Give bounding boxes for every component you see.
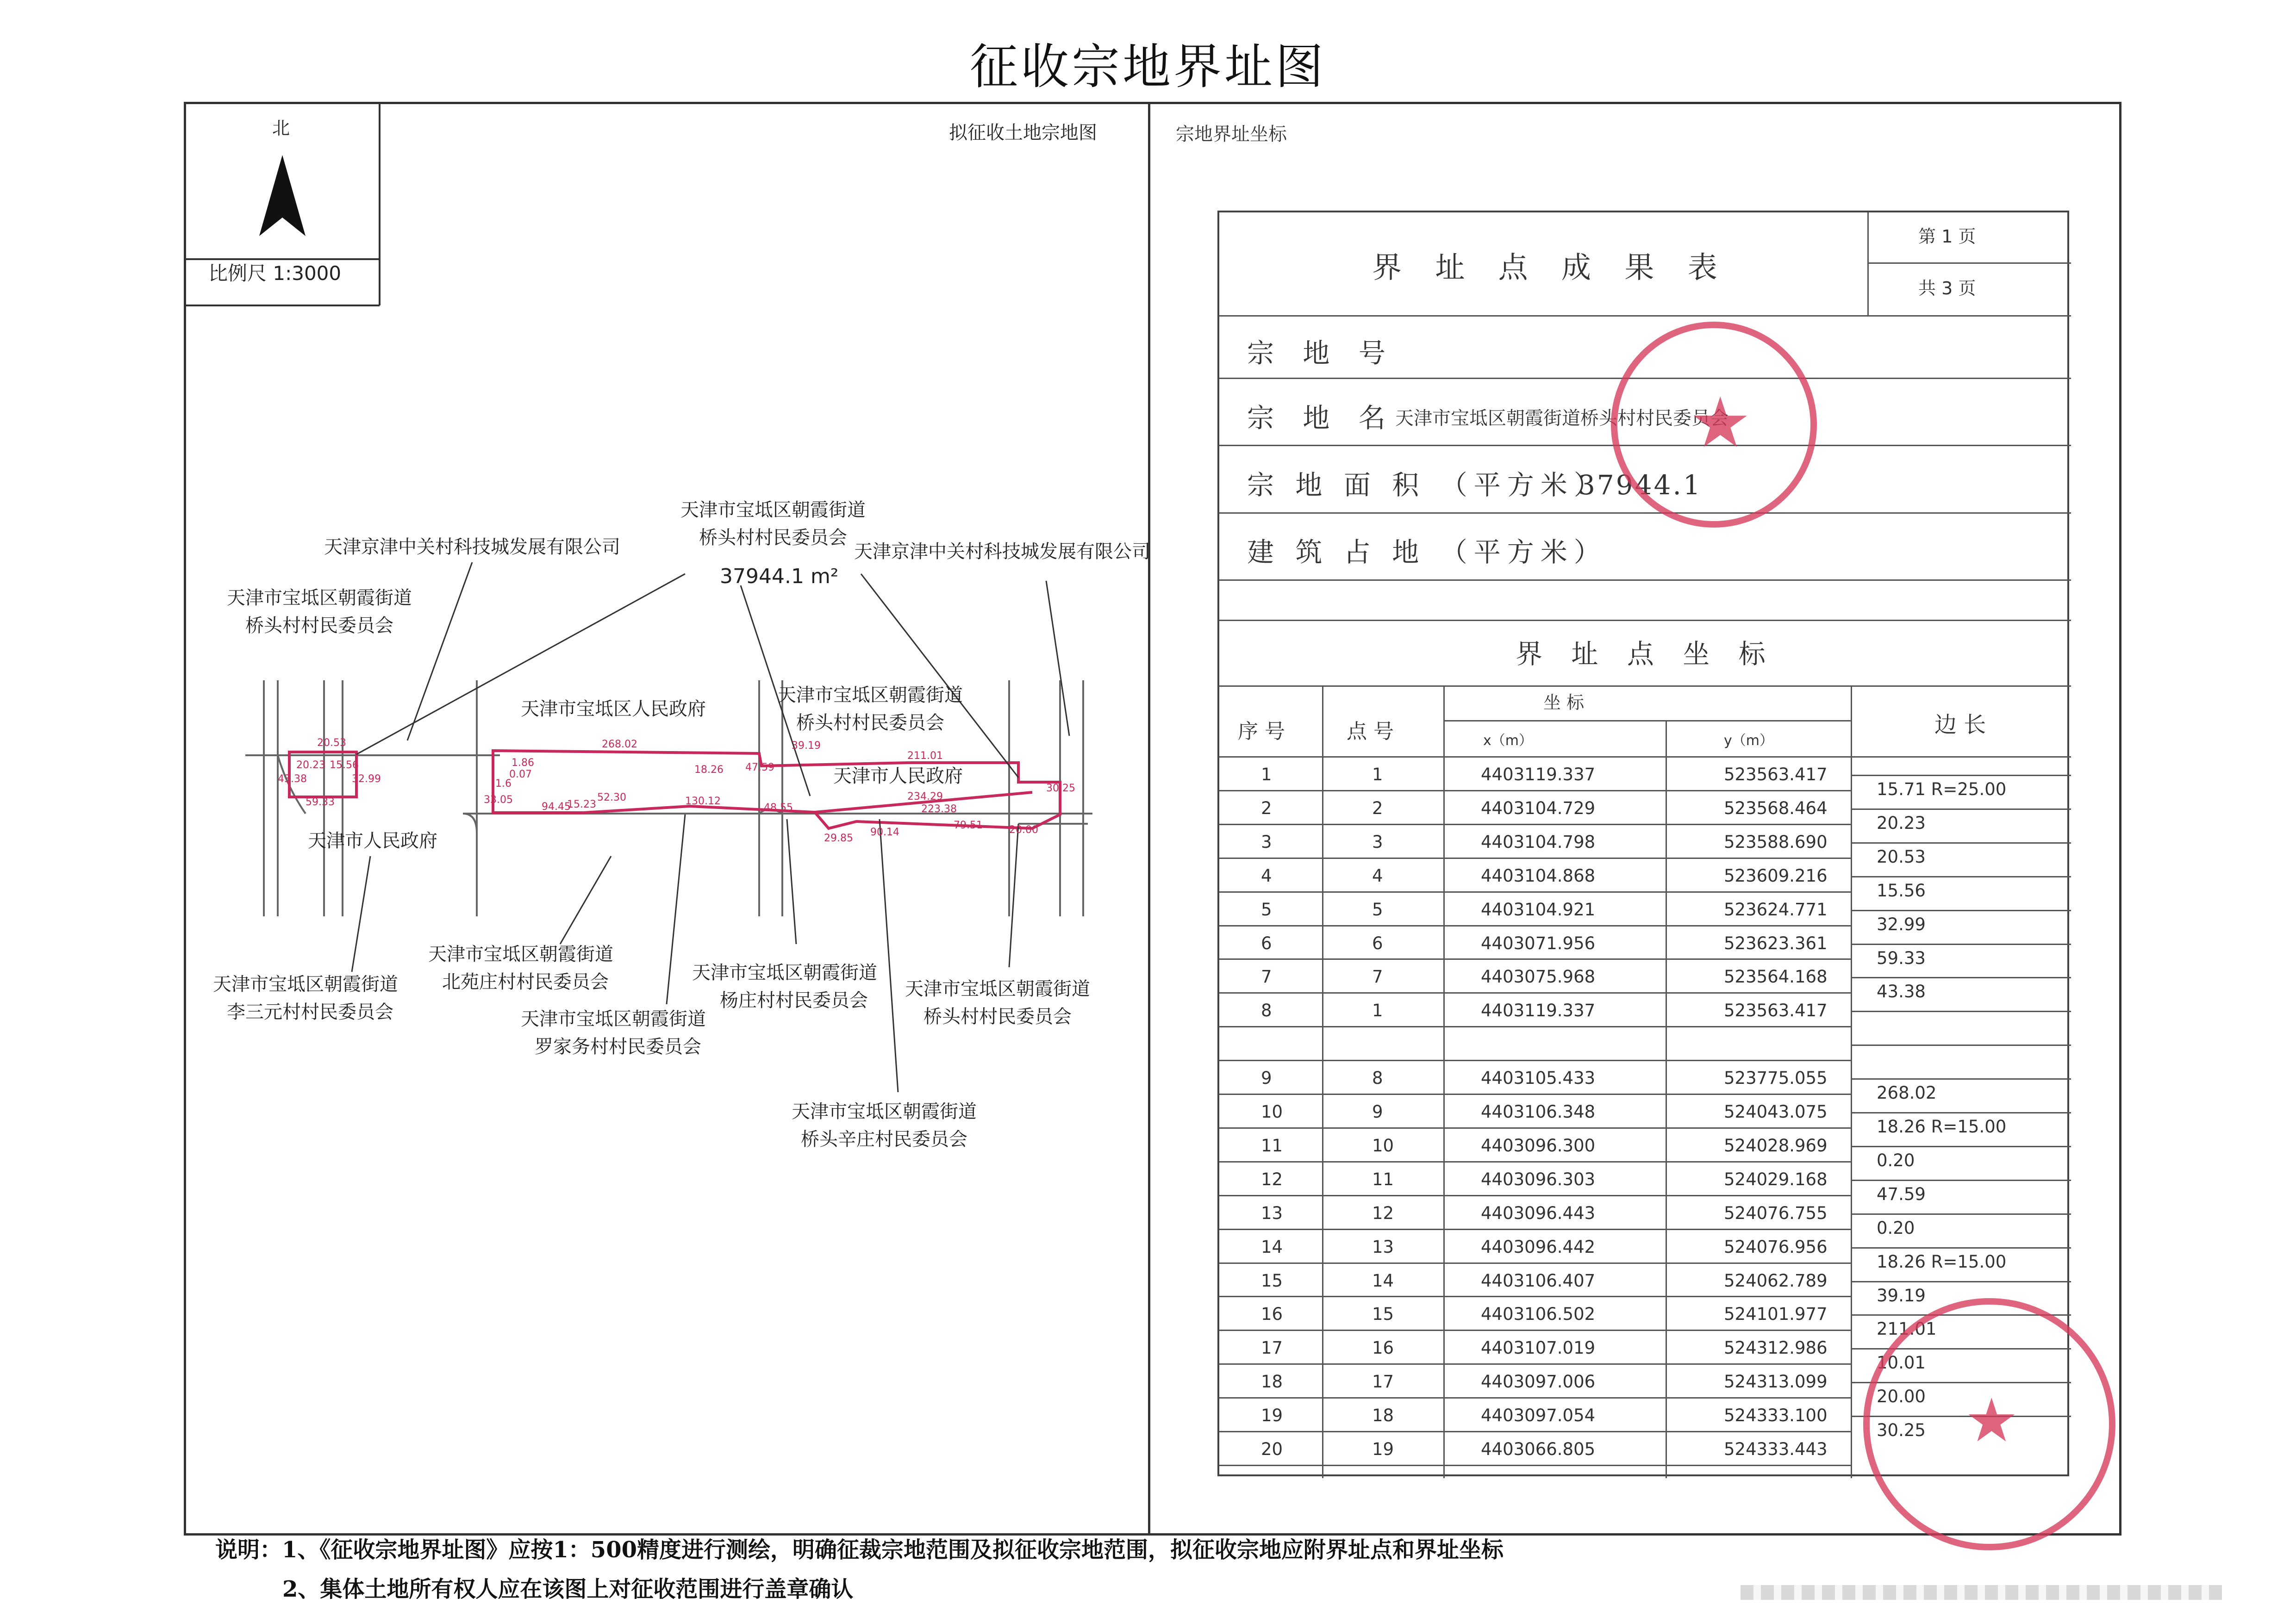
edge-length: 30.25 [1877,1420,1926,1441]
row-divider [1219,925,1851,927]
table-cell-seq: 9 [1261,1068,1272,1088]
edge-length: 10.01 [1877,1353,1926,1373]
edge-divider [1851,808,2071,810]
dim-label: 223.38 [921,803,957,815]
dim-label: 0.07 [509,769,532,780]
table-cell-pt: 4 [1372,865,1383,886]
row-divider [1219,1026,1851,1027]
col-seq: 序 号 [1238,720,1285,743]
parcel-boundaries [289,751,1060,828]
label-beiyuan: 北苑庄村村民委员会 [442,971,609,993]
row-divider [1219,958,1851,960]
table-cell-pt: 3 [1372,832,1383,852]
table-cell-pt: 1 [1372,1001,1383,1021]
dim-label: 39.19 [792,740,821,752]
row-divider [1219,1397,1851,1399]
edge-divider [1851,910,2071,911]
table-cell-seq: 1 [1261,765,1272,784]
dim-label: 30.25 [1046,783,1075,794]
edge-divider [1851,1045,2071,1046]
table-cell-y: 524062.789 [1724,1270,1828,1291]
area-label: 宗 地 面 积 （平方米） [1247,469,1607,501]
dim-label: 52.30 [597,792,626,803]
table-cell-x: 4403106.407 [1481,1270,1596,1291]
parcel-name-label: 宗 地 名 [1247,402,1396,434]
edge-divider [1851,1180,2071,1181]
table-cell-x: 4403104.729 [1481,798,1596,818]
table-cell-pt: 12 [1372,1203,1394,1223]
table-cell-seq: 11 [1261,1135,1283,1156]
north-arrow-icon [259,155,282,236]
table-cell-y: 524101.977 [1724,1304,1828,1325]
table-cell-pt: 17 [1372,1372,1394,1392]
table-cell-y: 523563.417 [1724,1001,1828,1021]
row-divider [1219,1262,1851,1264]
edge-length: 0.20 [1877,1218,1915,1238]
edge-length: 47.59 [1877,1184,1926,1204]
edge-length: 20.23 [1877,813,1926,833]
building-label: 建 筑 占 地 （平方米） [1247,536,1607,568]
dim-label: 33.05 [484,794,513,806]
edge-length: 18.26 R=15.00 [1877,1251,2007,1272]
label-zhongguancun-left: 天津京津中关村科技城发展有限公司 [324,536,620,558]
row-divider [1219,1363,1851,1365]
label-qiaotou-top: 天津市宝坻区朝霞街道 [680,499,866,521]
table-cell-y: 523775.055 [1724,1068,1828,1088]
table-cell-seq: 7 [1261,967,1272,987]
dim-label: 29.85 [824,833,853,844]
row-divider [1219,1060,1851,1061]
label-qiaotou-mid: 天津市宝坻区朝霞街道 [778,684,963,706]
table-cell-y: 524028.969 [1724,1135,1828,1156]
map-labels [208,118,1150,1150]
label-qiaotou-br: 桥头村村民委员会 [923,1006,1072,1027]
label-gov-left: 天津市人民政府 [308,830,437,852]
dim-label: 18.26 [694,764,724,776]
edge-divider [1851,1281,2071,1282]
table-cell-x: 4403096.303 [1481,1169,1596,1189]
note-2: 2、集体土地所有权人应在该图上对征收范围进行盖章确认 [282,1576,854,1602]
edge-divider [1851,1011,2071,1012]
table-cell-x: 4403096.300 [1481,1135,1596,1156]
dim-label: 48.55 [764,802,793,814]
parcel-no-label: 宗 地 号 [1247,337,1396,369]
map-header: 拟征收土地宗地图 [949,122,1097,143]
dim-label: 20.23 [296,759,325,771]
dim-label: 268.02 [602,739,637,750]
label-yangzhuang: 天津市宝坻区朝霞街道 [692,962,877,983]
table-cell-x: 4403107.019 [1481,1338,1596,1358]
note-1: 说明：1、《征收宗地界址图》应按1：500精度进行测绘，明确征裁宗地范围及拟征收宗地范围，拟征收宗地应附界址点和界址坐标 [215,1537,1504,1563]
table-cell-seq: 6 [1261,933,1272,953]
col-coord: 坐 标 [1543,692,1585,713]
scan-artifact [1741,1585,2222,1600]
dim-label: 79.51 [954,820,983,831]
edge-length: 59.33 [1877,948,1926,968]
col-pt: 点 号 [1347,720,1394,743]
table-cell-y: 524333.100 [1724,1405,1828,1426]
table-cell-x: 4403104.868 [1481,865,1596,886]
dim-label: 32.99 [352,773,381,785]
dim-label: 43.38 [278,773,307,785]
edge-length: 43.38 [1877,982,1926,1002]
table-cell-x: 4403104.921 [1481,899,1596,920]
dim-label: 15.23 [567,799,596,810]
table-cell-pt: 5 [1372,899,1383,920]
edge-length: 268.02 [1877,1083,1937,1103]
table-title: 界 址 点 成 果 表 [1372,251,1729,285]
row-divider [1219,1465,1851,1466]
table-cell-y: 523563.417 [1724,765,1828,784]
edge-divider [1851,977,2071,978]
right-header: 宗地界址坐标 [1176,124,1287,145]
label-gov-top: 天津市宝坻区人民政府 [521,698,706,720]
page-total: 共 3 页 [1918,278,1976,298]
table-cell-x: 4403097.054 [1481,1405,1596,1426]
table-cell-x: 4403075.968 [1481,967,1596,987]
label-luojiawu: 罗家务村村民委员会 [535,1036,701,1057]
dim-label: 1.6 [495,778,512,790]
edge-divider [1851,1247,2071,1249]
table-cell-y: 524076.956 [1724,1237,1828,1257]
edge-length: 39.19 [1877,1285,1926,1306]
table-cell-seq: 2 [1261,798,1272,818]
edge-length: 20.53 [1877,846,1926,867]
row-divider [1219,1431,1851,1432]
edge-divider [1851,842,2071,844]
star-icon: ★ [1965,1385,2019,1455]
table-cell-x: 4403096.443 [1481,1203,1596,1223]
table-cell-seq: 8 [1261,1001,1272,1021]
dim-label: 211.01 [907,750,943,762]
col-edge: 边 长 [1934,712,1986,738]
dim-label: 90.14 [870,827,899,838]
table-cell-x: 4403071.956 [1481,933,1596,953]
label-luojiawu: 天津市宝坻区朝霞街道 [521,1008,706,1030]
label-qiaotou-br: 天津市宝坻区朝霞街道 [905,978,1090,1000]
table-cell-seq: 4 [1261,865,1272,886]
label-qiaotou-left: 桥头村村民委员会 [245,615,393,636]
document-title: 征收宗地界址图 [969,38,1326,95]
dim-label: 59.33 [306,796,335,808]
edge-divider [1851,775,2071,776]
table-cell-y: 523624.771 [1724,899,1828,920]
edge-length: 20.00 [1877,1387,1926,1407]
table-cell-y: 524312.986 [1724,1338,1828,1358]
scale-label: 比例尺 1:3000 [208,262,342,285]
table-cell-pt: 10 [1372,1135,1394,1156]
table-cell-seq: 17 [1261,1338,1283,1358]
edge-divider [1851,944,2071,945]
table-cell-pt: 14 [1372,1270,1394,1291]
parcel-main [493,751,1060,828]
north-label: 北 [272,118,290,138]
edge-length: 15.71 R=25.00 [1877,779,2007,799]
dim-label: 15.56 [330,759,359,771]
label-gov-mid: 天津市人民政府 [833,765,963,787]
label-xinzhuang: 天津市宝坻区朝霞街道 [792,1101,977,1122]
table-cell-pt: 19 [1372,1439,1394,1459]
table-cell-pt: 13 [1372,1237,1394,1257]
row-divider [1219,1296,1851,1297]
label-lisanyuan: 李三元村村民委员会 [227,1001,393,1023]
table-cell-seq: 16 [1261,1304,1283,1325]
star-icon: ★ [1689,383,1752,463]
row-divider [1219,1195,1851,1196]
table-cell-y: 523564.168 [1724,967,1828,987]
table-cell-x: 4403097.006 [1481,1372,1596,1392]
area-label: 37944.1 m² [720,565,839,588]
table-cell-y: 524043.075 [1724,1102,1828,1122]
row-divider [1219,1330,1851,1331]
row-divider [1219,1127,1851,1129]
col-y: y（m） [1724,733,1773,749]
edge-divider [1851,1112,2071,1113]
table-cell-x: 4403105.433 [1481,1068,1596,1088]
table-cell-seq: 15 [1261,1270,1283,1291]
row-divider [1219,992,1851,994]
table-cell-y: 524333.443 [1724,1439,1828,1459]
table-cell-pt: 1 [1372,765,1383,784]
page-number: 第 1 页 [1918,226,1976,247]
label-zhongguancun-right: 天津京津中关村科技城发展有限公司 [854,541,1150,562]
label-qiaotou-left: 天津市宝坻区朝霞街道 [227,587,412,609]
table-cell-pt: 9 [1372,1102,1383,1122]
table-cell-x: 4403106.348 [1481,1102,1596,1122]
table-cell-y: 523609.216 [1724,865,1828,886]
table-cell-seq: 5 [1261,899,1272,920]
dim-label: 20.53 [317,737,346,749]
table-cell-seq: 18 [1261,1372,1283,1392]
table-cell-pt: 16 [1372,1338,1394,1358]
dim-label: 1.86 [512,757,534,769]
area-value: 37944.1 [1578,469,1702,501]
row-divider [1219,1094,1851,1095]
table-cell-seq: 19 [1261,1405,1283,1426]
label-beiyuan: 天津市宝坻区朝霞街道 [428,944,613,965]
table-cell-y: 524076.755 [1724,1203,1828,1223]
label-qiaotou-mid: 桥头村村民委员会 [796,712,944,734]
table-cell-y: 523568.464 [1724,798,1828,818]
table-cell-x: 4403119.337 [1481,1001,1596,1021]
dim-label: 234.29 [907,791,943,802]
table-cell-seq: 20 [1261,1439,1283,1459]
table-cell-seq: 13 [1261,1203,1283,1223]
row-divider [1219,1161,1851,1163]
edge-length: 18.26 R=15.00 [1877,1117,2007,1137]
row-divider [1219,858,1851,859]
table-cell-pt: 15 [1372,1304,1394,1325]
table-cell-pt: 11 [1372,1169,1394,1189]
edge-length: 0.20 [1877,1150,1915,1170]
edge-divider [1851,1078,2071,1080]
label-lisanyuan: 天津市宝坻区朝霞街道 [213,974,398,995]
table-cell-y: 524313.099 [1724,1372,1828,1392]
label-yangzhuang: 杨庄村村民委员会 [720,990,868,1011]
table-cell-seq: 12 [1261,1169,1283,1189]
table-cell-x: 4403104.798 [1481,832,1596,852]
coords-title: 界 址 点 坐 标 [1516,638,1776,670]
table-cell-x: 4403106.502 [1481,1304,1596,1325]
table-cell-pt: 18 [1372,1405,1394,1426]
table-cell-pt: 6 [1372,933,1383,953]
table-cell-seq: 10 [1261,1102,1283,1122]
survey-company-seal [1863,1298,2115,1550]
table-cell-seq: 14 [1261,1237,1283,1257]
table-cell-y: 524029.168 [1724,1169,1828,1189]
table-cell-y: 523623.361 [1724,933,1828,953]
edge-divider [1851,876,2071,877]
table-cell-x: 4403119.337 [1481,765,1596,784]
table-cell-pt: 8 [1372,1068,1383,1088]
dim-label: 130.12 [685,796,721,807]
dim-label: 94.45 [542,801,571,813]
edge-divider [1851,1146,2071,1147]
edge-length: 15.56 [1877,880,1926,901]
edge-length: 32.99 [1877,914,1926,934]
col-x: x（m） [1483,733,1533,749]
row-divider [1219,1229,1851,1230]
table-cell-x: 4403096.442 [1481,1237,1596,1257]
dim-label: 47.59 [745,762,774,773]
village-seal [1611,322,1817,528]
label-xinzhuang: 桥头辛庄村民委员会 [801,1129,967,1150]
row-divider [1219,891,1851,893]
table-cell-seq: 3 [1261,832,1272,852]
label-qiaotou-top: 桥头村村民委员会 [699,527,847,548]
table-cell-y: 523588.690 [1724,832,1828,852]
row-divider [1219,824,1851,825]
table-cell-x: 4403066.805 [1481,1439,1596,1459]
edge-divider [1851,1213,2071,1215]
edge-length: 211.01 [1877,1319,1937,1339]
row-divider [1219,790,1851,791]
table-cell-pt: 2 [1372,798,1383,818]
parcel-name-value: 天津市宝坻区朝霞街道桥头村村民委员会 [1395,408,1728,429]
table-cell-pt: 7 [1372,967,1383,987]
dim-label: 20.00 [1009,824,1038,836]
